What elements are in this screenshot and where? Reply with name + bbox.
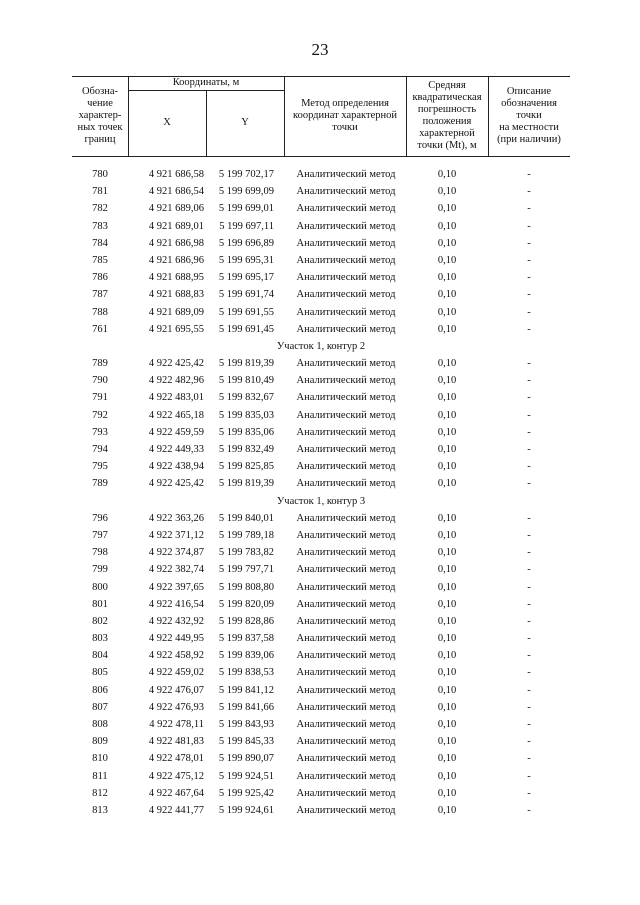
cell-number: 813: [92, 804, 108, 816]
header-top-rule: [72, 76, 570, 77]
table-row: [72, 355, 570, 372]
cell-number: 802: [92, 615, 108, 627]
cell-y: 5 199 696,89: [218, 237, 274, 249]
cell-x: 4 922 438,94: [148, 461, 204, 473]
cell-number: 786: [92, 272, 108, 284]
cell-y: 5 199 835,03: [218, 409, 274, 421]
cell-number: 800: [92, 581, 108, 593]
header-method: Метод определения координат характерной точки: [293, 98, 397, 133]
cell-error: 0,10: [437, 461, 457, 473]
cell-y: 5 199 820,09: [218, 598, 274, 610]
cell-method: Аналитический метод: [296, 392, 396, 404]
cell-method: Аналитический метод: [296, 770, 396, 782]
table-row: [72, 768, 570, 785]
cell-y: 5 199 845,33: [218, 736, 274, 748]
header-divider: [406, 76, 407, 156]
cell-description: -: [527, 615, 531, 627]
cell-error: 0,10: [437, 804, 457, 816]
cell-method: Аналитический метод: [296, 203, 396, 215]
cell-x: 4 922 449,95: [148, 633, 204, 645]
cell-y: 5 199 840,01: [218, 512, 274, 524]
cell-number: 805: [92, 667, 108, 679]
cell-number: 804: [92, 650, 108, 662]
table-row: [72, 286, 570, 303]
table-row: [72, 407, 570, 424]
cell-number: 794: [92, 444, 108, 455]
cell-y: 5 199 797,71: [218, 564, 274, 576]
cell-error: 0,10: [437, 306, 457, 318]
cell-error: 0,10: [437, 701, 457, 713]
cell-description: -: [527, 323, 531, 335]
cell-method: Аналитический метод: [296, 650, 396, 662]
cell-number: 812: [92, 787, 108, 799]
cell-y: 5 199 783,82: [218, 547, 274, 559]
cell-error: 0,10: [437, 770, 457, 782]
header-divider: [284, 76, 285, 156]
cell-y: 5 199 789,18: [218, 529, 274, 541]
cell-y: 5 199 924,51: [218, 770, 274, 782]
cell-y: 5 199 819,39: [218, 478, 274, 490]
cell-x: 4 922 458,92: [148, 650, 204, 662]
cell-y: 5 199 837,58: [218, 633, 274, 645]
cell-number: 782: [92, 203, 108, 215]
cell-number: 789: [92, 358, 108, 370]
cell-description: -: [527, 306, 531, 318]
cell-error: 0,10: [437, 615, 457, 627]
cell-x: 4 922 481,83: [148, 736, 204, 748]
cell-description: -: [527, 512, 531, 524]
cell-method: Аналитический метод: [296, 478, 396, 490]
cell-number: 801: [92, 598, 108, 610]
table-row: [72, 561, 570, 578]
cell-number: 809: [92, 736, 108, 748]
cell-error: 0,10: [437, 512, 457, 524]
cell-x: 4 922 482,96: [148, 375, 204, 387]
cell-y: 5 199 890,07: [218, 753, 274, 765]
cell-description: -: [527, 701, 531, 713]
cell-method: Аналитический метод: [296, 804, 396, 816]
table-row: [72, 750, 570, 767]
cell-description: -: [527, 770, 531, 782]
cell-x: 4 922 374,87: [148, 547, 204, 559]
cell-error: 0,10: [437, 719, 457, 730]
cell-x: 4 922 425,42: [148, 358, 204, 370]
table-row: [72, 664, 570, 681]
cell-description: -: [527, 650, 531, 662]
cell-y: 5 199 839,06: [218, 650, 274, 662]
table-row: [72, 596, 570, 613]
cell-y: 5 199 691,74: [218, 289, 274, 301]
header-x: X: [163, 117, 171, 128]
cell-x: 4 922 363,26: [148, 512, 204, 524]
cell-x: 4 921 688,95: [148, 272, 204, 284]
cell-y: 5 199 695,31: [218, 254, 274, 266]
cell-y: 5 199 691,55: [218, 306, 274, 318]
cell-error: 0,10: [437, 375, 457, 387]
header-error: Средняя квадратическая погрешность положения характерной точки (Mt), м: [412, 80, 482, 151]
cell-y: 5 199 699,01: [218, 203, 274, 215]
cell-x: 4 922 476,93: [148, 701, 204, 713]
cell-method: Аналитический метод: [296, 633, 396, 645]
table-row: [72, 733, 570, 750]
cell-method: Аналитический метод: [296, 237, 396, 249]
cell-error: 0,10: [437, 547, 457, 559]
cell-number: 789: [92, 478, 108, 490]
cell-method: Аналитический метод: [296, 323, 396, 335]
table-body: [72, 166, 570, 819]
cell-method: Аналитический метод: [296, 719, 396, 730]
cell-number: 787: [92, 289, 108, 301]
cell-method: Аналитический метод: [296, 409, 396, 421]
cell-number: 796: [92, 512, 108, 524]
cell-y: 5 199 808,80: [218, 581, 274, 593]
cell-number: 785: [92, 254, 108, 266]
cell-y: 5 199 697,11: [219, 220, 274, 232]
cell-description: -: [527, 753, 531, 765]
cell-method: Аналитический метод: [296, 186, 396, 198]
cell-method: Аналитический метод: [296, 306, 396, 318]
table-row: [72, 544, 570, 561]
cell-error: 0,10: [437, 736, 457, 748]
cell-number: 797: [92, 529, 108, 541]
table-row: [72, 183, 570, 200]
cell-error: 0,10: [437, 684, 457, 696]
table-row: [72, 372, 570, 389]
cell-x: 4 922 478,01: [148, 753, 204, 765]
table-row: [72, 235, 570, 252]
cell-description: -: [527, 804, 531, 816]
cell-x: 4 922 397,65: [148, 581, 204, 593]
cell-x: 4 921 686,96: [148, 254, 204, 266]
cell-x: 4 922 465,18: [148, 409, 204, 421]
cell-y: 5 199 925,42: [218, 787, 274, 799]
table-row: [72, 424, 570, 441]
cell-y: 5 199 841,12: [218, 684, 274, 696]
cell-error: 0,10: [437, 564, 457, 576]
cell-number: 790: [92, 375, 108, 387]
cell-number: 783: [92, 220, 108, 232]
cell-x: 4 922 483,01: [148, 392, 204, 404]
cell-error: 0,10: [437, 633, 457, 645]
table-row: [72, 647, 570, 664]
cell-description: -: [527, 358, 531, 370]
cell-error: 0,10: [437, 409, 457, 421]
cell-number: 798: [92, 547, 108, 559]
cell-number: 761: [92, 323, 108, 335]
header-y: Y: [241, 117, 249, 128]
cell-x: 4 921 689,01: [148, 220, 204, 232]
cell-method: Аналитический метод: [296, 444, 396, 455]
cell-description: -: [527, 633, 531, 645]
cell-x: 4 922 441,77: [148, 804, 204, 816]
cell-method: Аналитический метод: [296, 358, 396, 370]
cell-error: 0,10: [437, 203, 457, 215]
cell-method: Аналитический метод: [296, 169, 396, 180]
cell-method: Аналитический метод: [296, 598, 396, 610]
table-row: [72, 613, 570, 630]
table-row: [72, 200, 570, 217]
cell-description: -: [527, 529, 531, 541]
cell-description: -: [527, 478, 531, 490]
cell-y: 5 199 825,85: [218, 461, 274, 473]
table-row: [72, 218, 570, 235]
cell-description: -: [527, 237, 531, 249]
cell-description: -: [527, 289, 531, 301]
cell-description: -: [527, 375, 531, 387]
cell-error: 0,10: [437, 529, 457, 541]
cell-y: 5 199 702,17: [218, 169, 274, 180]
cell-description: -: [527, 426, 531, 438]
cell-number: 807: [92, 701, 108, 713]
cell-error: 0,10: [437, 650, 457, 662]
cell-error: 0,10: [437, 323, 457, 335]
cell-x: 4 922 416,54: [148, 598, 204, 610]
cell-x: 4 922 476,07: [148, 684, 204, 696]
table-row: [72, 630, 570, 647]
cell-y: 5 199 838,53: [218, 667, 274, 679]
cell-description: -: [527, 736, 531, 748]
cell-number: 811: [92, 770, 108, 782]
cell-error: 0,10: [437, 667, 457, 679]
cell-method: Аналитический метод: [296, 272, 396, 284]
cell-method: Аналитический метод: [296, 753, 396, 765]
cell-y: 5 199 819,39: [218, 358, 274, 370]
cell-description: -: [527, 787, 531, 799]
cell-y: 5 199 843,93: [218, 719, 274, 730]
cell-description: -: [527, 547, 531, 559]
cell-method: Аналитический метод: [296, 461, 396, 473]
header-designation: Обозна- чение характер- ных точек границ: [77, 86, 123, 145]
cell-description: -: [527, 461, 531, 473]
table-row: [72, 458, 570, 475]
section-title: Участок 1, контур 3: [276, 495, 366, 507]
cell-number: 808: [92, 719, 108, 730]
cell-error: 0,10: [437, 444, 457, 455]
header-description: Описание обозначения точки на местности (при наличии): [497, 86, 561, 145]
cell-method: Аналитический метод: [296, 529, 396, 541]
header-divider: [488, 76, 489, 156]
header-coordinates: Координаты, м: [172, 77, 240, 88]
table-row: [72, 441, 570, 458]
cell-y: 5 199 924,61: [218, 804, 274, 816]
cell-error: 0,10: [437, 169, 457, 180]
table-row: [72, 802, 570, 819]
cell-y: 5 199 832,67: [218, 392, 274, 404]
cell-method: Аналитический метод: [296, 684, 396, 696]
cell-error: 0,10: [437, 753, 457, 765]
cell-x: 4 922 425,42: [148, 478, 204, 490]
cell-x: 4 921 689,09: [148, 306, 204, 318]
table-row: [72, 304, 570, 321]
cell-description: -: [527, 203, 531, 215]
cell-method: Аналитический метод: [296, 289, 396, 301]
table-row: [72, 475, 570, 492]
table-row: [72, 785, 570, 802]
cell-description: -: [527, 392, 531, 404]
cell-y: 5 199 828,86: [218, 615, 274, 627]
cell-x: 4 922 467,64: [148, 787, 204, 799]
cell-description: -: [527, 254, 531, 266]
cell-number: 799: [92, 564, 108, 576]
cell-description: -: [527, 667, 531, 679]
cell-error: 0,10: [437, 220, 457, 232]
cell-x: 4 921 689,06: [148, 203, 204, 215]
cell-description: -: [527, 598, 531, 610]
section-title: Участок 1, контур 2: [276, 340, 366, 352]
cell-description: -: [527, 564, 531, 576]
cell-error: 0,10: [437, 272, 457, 284]
table-row: [72, 682, 570, 699]
cell-method: Аналитический метод: [296, 701, 396, 713]
cell-x: 4 921 688,83: [148, 289, 204, 301]
cell-x: 4 922 449,33: [148, 444, 204, 455]
cell-method: Аналитический метод: [296, 220, 396, 232]
cell-error: 0,10: [437, 289, 457, 301]
cell-x: 4 922 459,59: [148, 426, 204, 438]
cell-number: 784: [92, 237, 108, 249]
cell-method: Аналитический метод: [296, 736, 396, 748]
cell-method: Аналитический метод: [296, 564, 396, 576]
cell-method: Аналитический метод: [296, 787, 396, 799]
cell-number: 803: [92, 633, 108, 645]
cell-number: 792: [92, 409, 108, 421]
table-header: [72, 76, 570, 156]
table-row: [72, 269, 570, 286]
cell-description: -: [527, 409, 531, 421]
cell-description: -: [527, 581, 531, 593]
cell-x: 4 922 432,92: [148, 615, 204, 627]
cell-error: 0,10: [437, 392, 457, 404]
cell-method: Аналитический метод: [296, 547, 396, 559]
page-number: 23: [311, 40, 329, 59]
cell-method: Аналитический метод: [296, 375, 396, 387]
table-row: [72, 166, 570, 183]
table-row: [72, 579, 570, 596]
cell-number: 793: [92, 426, 108, 438]
cell-x: 4 922 382,74: [148, 564, 204, 576]
cell-y: 5 199 832,49: [218, 444, 274, 455]
cell-description: -: [527, 444, 531, 455]
cell-x: 4 921 695,55: [148, 323, 204, 335]
cell-number: 780: [92, 169, 108, 180]
cell-method: Аналитический метод: [296, 667, 396, 679]
cell-error: 0,10: [437, 426, 457, 438]
cell-number: 788: [92, 306, 108, 318]
cell-y: 5 199 835,06: [218, 426, 274, 438]
cell-description: -: [527, 220, 531, 232]
cell-error: 0,10: [437, 581, 457, 593]
cell-number: 791: [92, 392, 108, 404]
cell-number: 795: [92, 461, 108, 473]
cell-x: 4 922 478,11: [149, 719, 204, 730]
cell-method: Аналитический метод: [296, 615, 396, 627]
header-bottom-rule: [72, 156, 570, 157]
cell-y: 5 199 699,09: [218, 186, 274, 198]
table-row: [72, 699, 570, 716]
cell-x: 4 921 686,58: [148, 169, 204, 180]
cell-x: 4 922 371,12: [148, 529, 204, 541]
cell-y: 5 199 691,45: [218, 323, 274, 335]
cell-x: 4 922 475,12: [148, 770, 204, 782]
cell-x: 4 921 686,54: [148, 186, 204, 198]
cell-error: 0,10: [437, 787, 457, 799]
header-divider: [206, 90, 207, 156]
table-row: [72, 510, 570, 527]
table-row: [72, 389, 570, 406]
cell-error: 0,10: [437, 478, 457, 490]
cell-y: 5 199 810,49: [218, 375, 274, 387]
cell-y: 5 199 695,17: [218, 272, 274, 284]
table-row: [72, 252, 570, 269]
cell-error: 0,10: [437, 358, 457, 370]
table-row: [72, 527, 570, 544]
header-divider: [128, 76, 129, 156]
cell-method: Аналитический метод: [296, 581, 396, 593]
cell-x: 4 921 686,98: [148, 237, 204, 249]
cell-description: -: [527, 186, 531, 198]
cell-description: -: [527, 719, 531, 730]
cell-method: Аналитический метод: [296, 426, 396, 438]
cell-number: 806: [92, 684, 108, 696]
cell-error: 0,10: [437, 186, 457, 198]
cell-method: Аналитический метод: [296, 254, 396, 266]
cell-description: -: [527, 684, 531, 696]
cell-description: -: [527, 169, 531, 180]
cell-number: 810: [92, 753, 108, 765]
cell-error: 0,10: [437, 237, 457, 249]
table-row: [72, 321, 570, 338]
cell-x: 4 922 459,02: [148, 667, 204, 679]
cell-error: 0,10: [437, 598, 457, 610]
cell-y: 5 199 841,66: [218, 701, 274, 713]
cell-description: -: [527, 272, 531, 284]
cell-method: Аналитический метод: [296, 512, 396, 524]
table-row: [72, 716, 570, 733]
cell-error: 0,10: [437, 254, 457, 266]
cell-number: 781: [92, 186, 108, 198]
